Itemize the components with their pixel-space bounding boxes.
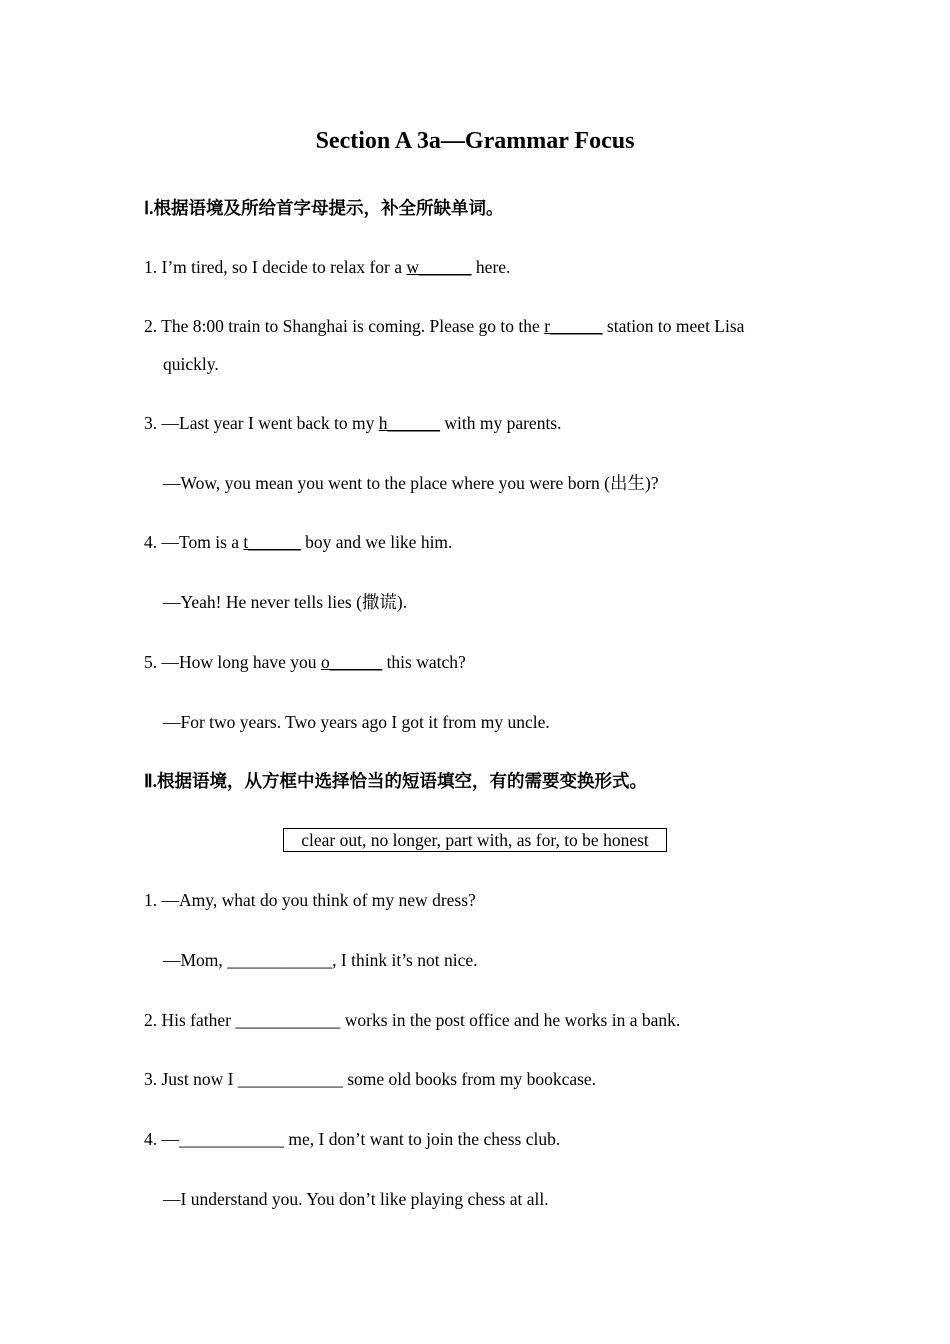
part1-question-1	[144, 255, 510, 279]
question-text: 4. —Tom is a	[144, 532, 244, 552]
part1-question-5	[144, 650, 466, 674]
part2-question-2: 2. His father ____________ works in the post office and he works in a bank.	[144, 1010, 681, 1030]
part2-question-1-reply: —Mom, ____________, I think it’s not nice.	[163, 950, 478, 970]
answer-blank: w______	[406, 257, 472, 277]
part2-question-4: 4. —____________ me, I don’t want to join the chess club.	[144, 1129, 561, 1149]
question-text: 3. —Last year I went back to my	[144, 413, 379, 433]
answer-blank: r______	[544, 316, 603, 336]
answer-blank: h______	[378, 413, 440, 433]
page-title: Section A 3a—Grammar Focus	[315, 128, 635, 154]
question-text: 1. I’m tired, so I decide to relax for a	[144, 257, 407, 277]
part2-question-4-reply: —I understand you. You don’t like playing chess at all.	[163, 1189, 549, 1209]
part2-instruction: 根据语境，从方框中选择恰当的短语填空，有的需要变换形式。	[157, 772, 647, 792]
part1-question-2	[144, 314, 744, 338]
part1-question-2-continued: quickly.	[163, 354, 219, 374]
part1-question-3-reply: —Wow, you mean you went to the place where you were born (出生)?	[163, 473, 659, 493]
question-text: boy and we like him.	[300, 532, 453, 552]
part1-numeral: Ⅰ.	[144, 198, 154, 218]
answer-blank: t______	[243, 532, 301, 552]
part2-numeral: Ⅱ.	[144, 771, 157, 791]
part2-heading	[144, 769, 647, 794]
question-text: 5. —How long have you	[144, 652, 321, 672]
part1-heading	[144, 196, 504, 221]
part2-question-1: 1. —Amy, what do you think of my new dress?	[144, 890, 476, 910]
part1-question-4	[144, 530, 452, 554]
part1-instruction: 根据语境及所给首字母提示，补全所缺单词。	[153, 199, 504, 219]
answer-blank: o______	[320, 652, 383, 672]
question-text: 2. The 8:00 train to Shanghai is coming. Please go to the	[144, 316, 545, 336]
part2-question-3: 3. Just now I ____________ some old books from my bookcase.	[144, 1069, 597, 1089]
question-text: with my parents.	[439, 413, 562, 433]
part1-question-3	[144, 411, 562, 435]
question-text: station to meet Lisa	[602, 316, 745, 336]
part1-question-4-reply: —Yeah! He never tells lies (撒谎).	[163, 592, 408, 612]
phrase-word-box: clear out, no longer, part with, as for, to be honest	[283, 828, 667, 852]
part1-question-5-reply: —For two years. Two years ago I got it from my uncle.	[163, 712, 550, 732]
question-text: here.	[471, 257, 511, 277]
question-text: this watch?	[382, 652, 466, 672]
